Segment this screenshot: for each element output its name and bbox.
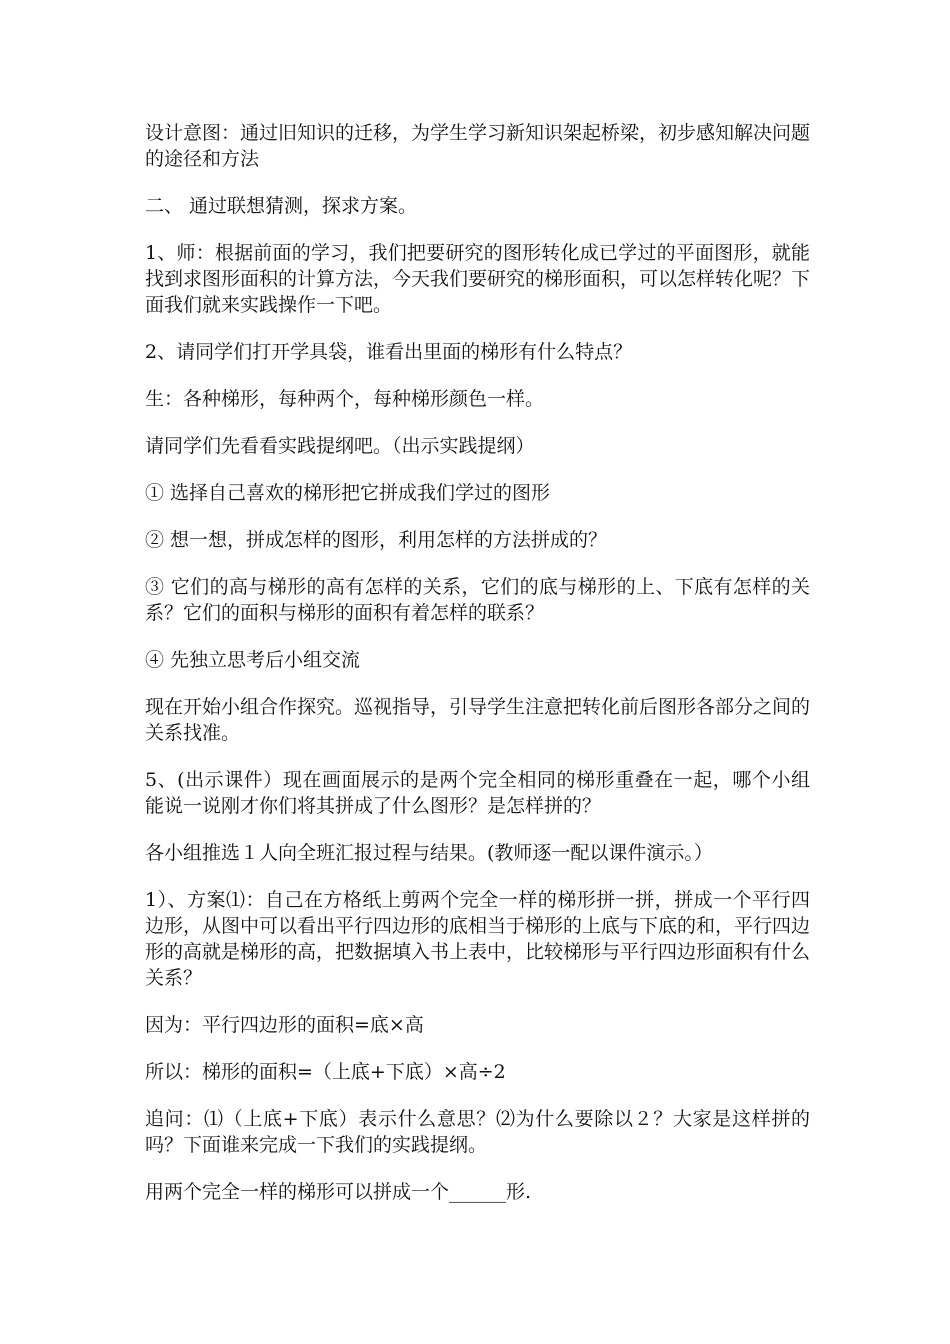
paragraph-design-intent: 设计意图：通过旧知识的迁移，为学生学习新知识架起桥梁，初步感知解决问题的途径和方法	[145, 122, 811, 170]
paragraph-teacher-intro: 1、师：根据前面的学习，我们把要研究的图形转化成已学过的平面图形，就能找到求图形面积的计算方法，今天我们要研究的梯形面积，可以怎样转化呢？下面我们就来实践操作一下吧。	[145, 242, 811, 316]
paragraph-because: 因为：平行四边形的面积=底×高	[145, 1014, 424, 1036]
paragraph-student-answer: 生：各种梯形，每种两个，每种梯形颜色一样。	[145, 388, 545, 410]
paragraph-open-kit: 2、请同学们打开学具袋，谁看出里面的梯形有什么特点？	[145, 341, 633, 363]
paragraph-group-report: 各小组推选１人向全班汇报过程与结果。(教师逐一配以课件演示。）	[145, 842, 713, 864]
paragraph-outline-item-1: ① 选择自己喜欢的梯形把它拼成我们学过的图形	[145, 482, 551, 504]
paragraph-outline-item-4: ④ 先独立思考后小组交流	[145, 649, 361, 671]
paragraph-section-two-heading: 二、 通过联想猜测，探求方案。	[145, 195, 418, 217]
paragraph-outline-item-3: ③ 它们的高与梯形的高有怎样的关系，它们的底与梯形的上、下底有怎样的关系？它们的面积与梯形的面积有着怎样的联系？	[145, 576, 810, 624]
paragraph-therefore: 所以：梯形的面积=（上底+下底）×高÷2	[145, 1061, 506, 1083]
paragraph-follow-up: 追问：⑴（上底+下底）表示什么意思？⑵为什么要除以２？大家是这样拼的吗？下面谁来完成一下我们的实践提纲。	[145, 1108, 810, 1156]
paragraph-courseware: 5、(出示课件）现在画面展示的是两个完全相同的梯形重叠在一起，哪个小组能说一说刚才你们将其拼成了什么图形？是怎样拼的？	[145, 769, 810, 817]
paragraph-outline-item-2: ② 想一想，拼成怎样的图形，利用怎样的方法拼成的？	[145, 529, 608, 551]
paragraph-outline-intro: 请同学们先看看实践提纲吧。（出示实践提纲）	[145, 435, 535, 457]
paragraph-fill-blank: 用两个完全一样的梯形可以拼成一个______形.	[145, 1181, 532, 1203]
paragraph-group-work: 现在开始小组合作探究。巡视指导，引导学生注意把转化前后图形各部分之间的关系找准。	[145, 696, 811, 744]
paragraph-plan-one: 1）、方案⑴：自己在方格纸上剪两个完全一样的梯形拼一拼，拼成一个平行四边形，从图中可以看出平行四边形的底相当于梯形的上底与下底的和，平行四边形的高就是梯形的高，把数据填入书上表中，比较梯形与平行四边形面积有什么关系？	[145, 889, 811, 989]
document-body	[145, 120, 810, 1205]
